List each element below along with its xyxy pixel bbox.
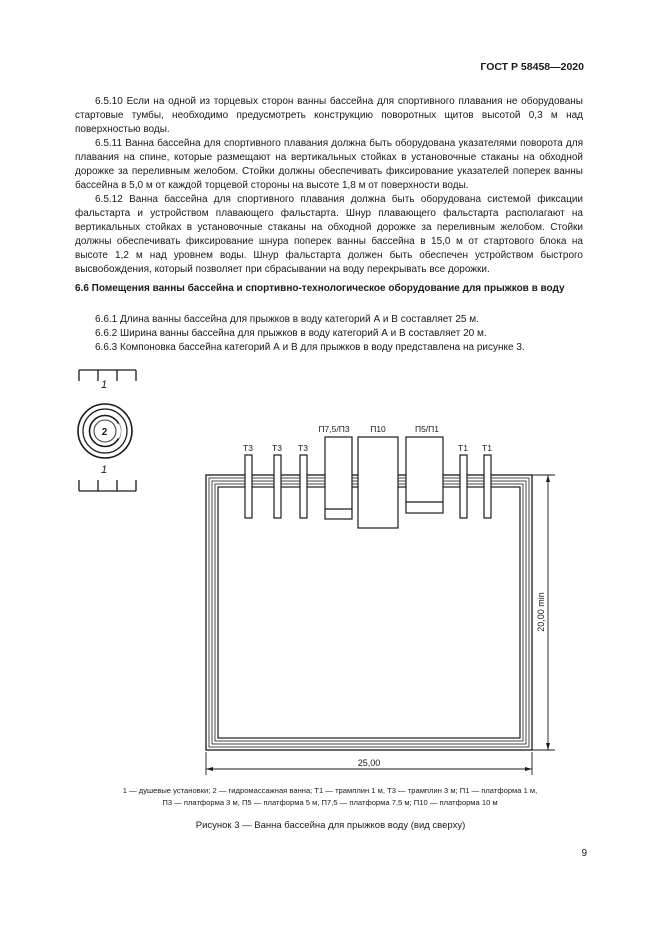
label-springboard-t3-1: Т3 [243, 443, 253, 453]
paragraph-6-5-10: 6.5.10 Если на одной из торцевых сторон ванны бассейна для спортивного плавания не оборудованы стартовые тумбы, необходимо предусмотреть конструкцию поворотных щитов высотой 0,3 м над поверхностью воды. [75, 96, 583, 135]
label-platform-p10: П10 [370, 424, 386, 434]
figure-legend-line-2: П3 — платформа 3 м, П5 — платформа 5 м, П7,5 — платформа 7,5 м; П10 — платформа 10 м [162, 798, 498, 807]
height-dimension-label: 20,00 min [536, 592, 546, 632]
item-6-6-3: 6.6.3 Компоновка бассейна категорий А и В для прыжков в воду представлена на рисунке 3. [95, 342, 525, 353]
label-platform-p5-p1: П5/П1 [414, 424, 440, 434]
legend-label-hydromassage: 2 [101, 427, 108, 438]
page-number: 9 [581, 848, 587, 859]
item-6-6-1: 6.6.1 Длина ванны бассейна для прыжков в воду категорий А и В составляет 25 м. [95, 314, 479, 325]
label-springboard-t3-2: Т3 [272, 443, 282, 453]
document-code: ГОСТ Р 58458—2020 [480, 61, 584, 73]
label-springboard-t3-3: Т3 [298, 443, 308, 453]
section-heading-6-6: 6.6 Помещения ванны бассейна и спортивно-технологическое оборудование для прыжков в воду [75, 283, 565, 294]
platform-p7-5-p3 [325, 437, 352, 519]
springboard-t1-2 [484, 455, 491, 518]
platform-p10 [358, 437, 398, 528]
platforms [325, 437, 443, 528]
shower-symbol-bottom [79, 480, 136, 491]
figure-legend-line-1: 1 — душевые установки; 2 — гидромассажная ванна; Т1 — трамплин 1 м, Т3 — трамплин 3 м; П1 — платформа 1 м, [122, 786, 538, 795]
figure-caption: Рисунок 3 — Ванна бассейна для прыжков воду (вид сверху) [195, 820, 466, 831]
legend-label-shower-bottom: 1 [100, 464, 108, 476]
paragraph-6-5-11: 6.5.11 Ванна бассейна для спортивного плавания должна быть оборудована указателями поворота для плавания на спине, которые размещают на вертикальных стойках в установочные стаканы на обходной дорожке за переливным желобом. Стойки должны обеспечивать фиксирование указателей поперек ванны бассейна в 5,0 м от каждой торцевой стороны на высоте 1,8 м от поверхности воды. [75, 138, 583, 191]
label-platform-p7-5-p3: П7,5/П3 [318, 424, 350, 434]
springboard-t3-1 [245, 455, 252, 518]
shower-symbol-top [79, 370, 136, 381]
item-6-6-2: 6.6.2 Ширина ванны бассейна для прыжков в воду категорий А и В составляет 20 м. [95, 328, 487, 339]
legend-label-shower-top: 1 [100, 379, 108, 391]
width-dimension-label: 25,00 [357, 758, 381, 768]
label-springboard-t1-2: Т1 [482, 443, 492, 453]
paragraph-6-5-12: 6.5.12 Ванна бассейна для спортивного плавания должна быть оборудована системой фиксации фальстарта и устройством плавающего фальстарта. Шнур плавающего фальстарта располагают на вертикальных стойках в установочные стаканы на обходной дорожке за переливным желобом. Стойки должны обеспечивать фиксирование шнура поперек ванны бассейна в 15,0 м от стартового блока на высоте 1,2 м над уровнем воды. Шнур фальстарта должен быть обеспечен устройством быстрого высвобождения, который позволяет при сбрасывании на воду перекрывать все дорожки. [75, 194, 583, 275]
label-springboard-t1-1: Т1 [458, 443, 468, 453]
springboard-t3-3 [300, 455, 307, 518]
springboard-t3-2 [274, 455, 281, 518]
springboard-t1-1 [460, 455, 467, 518]
